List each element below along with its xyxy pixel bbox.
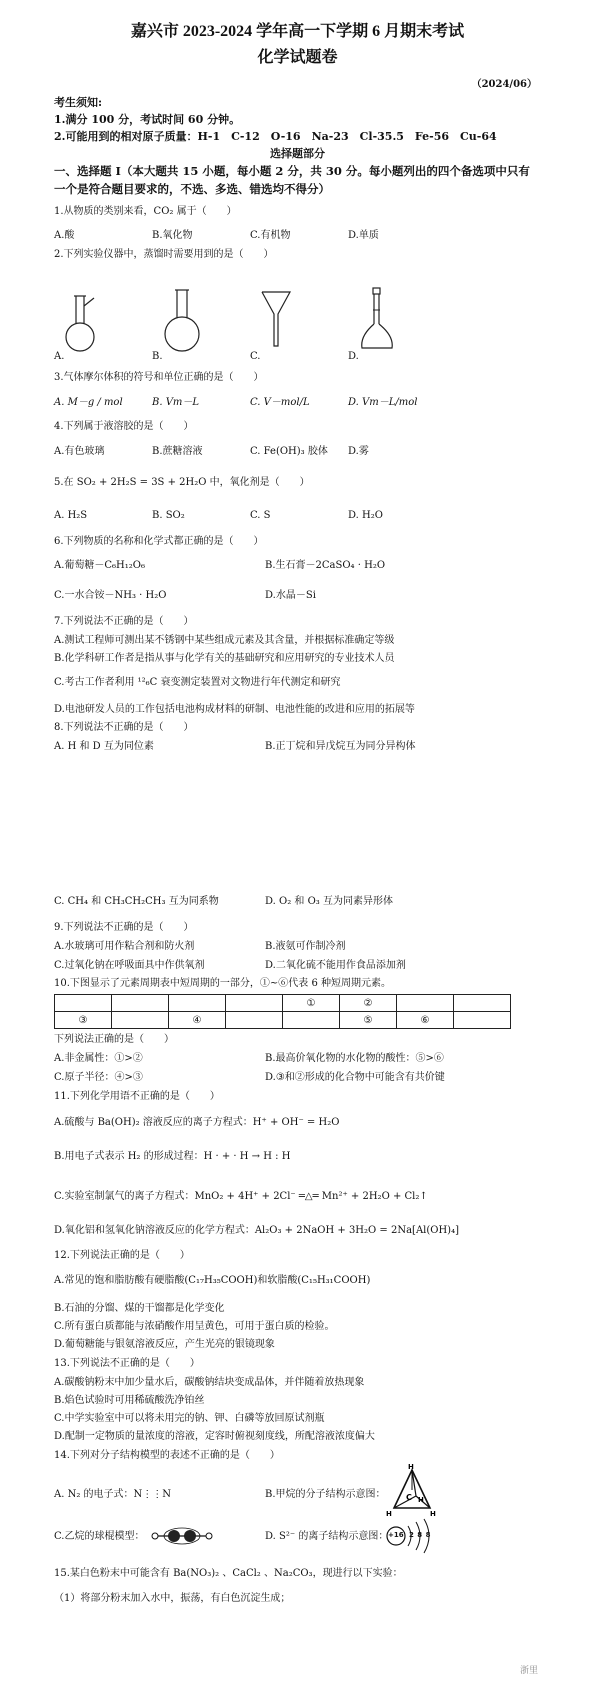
q3-option-b: B. Vm－L — [152, 397, 200, 408]
q4-option-d: D.雾 — [348, 446, 369, 457]
exam-title: 嘉兴市 2023-2024 学年高一下学期 6 月期末考试 — [130, 23, 465, 40]
q3-option-a: A. M－g / mol — [54, 397, 123, 408]
q8-option-d: D. O₂ 和 O₃ 互为同素异形体 — [265, 896, 393, 907]
q10-option-a: A.非金属性：①>② — [54, 1053, 143, 1064]
svg-text:H: H — [418, 1496, 424, 1504]
exam-subtitle: 化学试题卷 — [257, 49, 338, 66]
notice-line-1: 1.满分 100 分，考试时间 60 分钟。 — [54, 113, 241, 126]
svg-text:H: H — [408, 1463, 414, 1471]
q4-option-b: B.蔗糖溶液 — [152, 446, 203, 457]
q6-option-a: A.葡萄糖－C₆H₁₂O₆ — [54, 560, 146, 571]
exam-date: （2024/06） — [471, 79, 537, 90]
q3-option-c: C. V－mol/L — [250, 397, 310, 408]
table-cell — [226, 1012, 283, 1029]
q2-option-c: C. — [250, 351, 261, 362]
q8-stem: 8.下列说法不正确的是（ ） — [54, 722, 194, 733]
table-cell — [454, 1012, 511, 1029]
methane-structure-icon — [384, 1462, 440, 1522]
q6-option-c: C.一水合铵－NH₃ · H₂O — [54, 590, 167, 601]
ethane-ball-stick-icon — [150, 1526, 214, 1546]
q11-option-c: C.实验室制氯气的离子方程式：MnO₂ + 4H⁺ + 2Cl⁻ ═△═ Mn²⁺ + 2H₂O + Cl₂↑ — [54, 1191, 428, 1202]
q14-option-b: B.甲烷的分子结构示意图： — [265, 1489, 386, 1500]
table-row — [55, 995, 511, 1012]
q1-option-c: C.有机物 — [250, 230, 291, 241]
notice-heading: 考生须知: — [54, 96, 103, 109]
q7-option-b: B.化学科研工作者是指从事与化学有关的基础研究和应用研究的专业技术人员 — [54, 653, 395, 664]
q10-option-d: D.③和②形成的化合物中可能含有共价键 — [265, 1072, 445, 1083]
q13-option-b: B.焰色试验时可用稀硫酸洗净铂丝 — [54, 1395, 205, 1406]
svg-text:H: H — [386, 1510, 392, 1518]
q6-stem: 6.下列物质的名称和化学式都正确的是（ ） — [54, 536, 264, 547]
q12-option-c: C.所有蛋白质都能与浓硝酸作用呈黄色，可用于蛋白质的检验。 — [54, 1321, 335, 1332]
q14-option-a: A. N₂ 的电子式：N⋮⋮N — [54, 1489, 172, 1500]
q1-option-d: D.单质 — [348, 230, 379, 241]
q4-option-a: A.有色玻璃 — [54, 446, 105, 457]
q12-option-b: B.石油的分馏、煤的干馏都是化学变化 — [54, 1303, 225, 1314]
table-cell: ⑤ — [340, 1012, 397, 1029]
q14-stem: 14.下列对分子结构模型的表述不正确的是（ ） — [54, 1450, 280, 1461]
sulfide-shell-electrons: 2 8 8 — [409, 1531, 431, 1539]
q7-option-d: D.电池研发人员的工作包括电池构成材料的研制、电池性能的改进和应用的拓展等 — [54, 704, 415, 715]
table-cell — [112, 1012, 169, 1029]
q11-option-b: B.用电子式表示 H₂ 的形成过程：H · + · H → H : H — [54, 1151, 291, 1162]
volumetric-flask-icon — [356, 266, 406, 358]
notice-line-2: 2.可能用到的相对原子质量：H-1 C-12 O-16 Na-23 Cl-35.5 Fe-56 Cu-64 — [54, 130, 497, 143]
distillation-flask-icon — [60, 266, 100, 358]
q5-option-a: A. H₂S — [54, 510, 88, 521]
q15-step-1: （1）将部分粉末加入水中，振荡，有白色沉淀生成； — [54, 1593, 291, 1604]
q8-option-a: A. H 和 D 互为同位素 — [54, 741, 154, 752]
table-cell — [397, 995, 454, 1012]
q2-stem: 2.下列实验仪器中，蒸馏时需要用到的是（ ） — [54, 249, 274, 260]
table-cell — [283, 1012, 340, 1029]
q13-option-d: D.配制一定物质的量浓度的溶液，定容时俯视刻度线，所配溶液浓度偏大 — [54, 1431, 375, 1442]
q5-stem: 5.在 SO₂ + 2H₂S = 3S + 2H₂O 中，氧化剂是（ ） — [54, 477, 310, 488]
q6-option-d: D.水晶－Si — [265, 590, 316, 601]
q10-option-c: C.原子半径：④>③ — [54, 1072, 143, 1083]
table-row — [55, 1012, 511, 1029]
q9-option-b: B.液氨可作制冷剂 — [265, 941, 346, 952]
svg-text:H: H — [430, 1510, 436, 1518]
q7-stem: 7.下列说法不正确的是（ ） — [54, 616, 194, 627]
q14-option-c: C.乙烷的球棍模型： — [54, 1531, 145, 1542]
table-cell — [226, 995, 283, 1012]
q2-option-b: B. — [152, 351, 163, 362]
q4-option-c: C. Fe(OH)₃ 胶体 — [250, 446, 328, 457]
q2-option-a: A. — [54, 351, 65, 362]
section-name: 选择题部分 — [270, 147, 325, 160]
q5-option-d: D. H₂O — [348, 510, 383, 521]
q12-stem: 12.下列说法正确的是（ ） — [54, 1250, 190, 1261]
q11-option-d: D.氧化铝和氢氧化钠溶液反应的化学方程式：Al₂O₃ + 2NaOH + 3H₂O = 2Na[Al(OH)₄] — [54, 1225, 459, 1236]
table-cell: ① — [283, 995, 340, 1012]
section-heading-line-1: 一、选择题 I（本大题共 15 小题，每小题 2 分，共 30 分。每小题列出的四个备选项中只有 — [54, 164, 530, 178]
table-cell: ③ — [55, 1012, 112, 1029]
q9-option-c: C.过氧化钠在呼吸面具中作供氧剂 — [54, 960, 205, 971]
q2-option-d: D. — [348, 351, 359, 362]
q10-stem: 10.下图显示了元素周期表中短周期的一部分，①~⑥代表 6 种短周期元素。 — [54, 978, 392, 989]
q10-option-b: B.最高价氧化物的水化物的酸性：⑤>⑥ — [265, 1053, 444, 1064]
q10-substem: 下列说法正确的是（ ） — [54, 1034, 174, 1045]
q8-option-c: C. CH₄ 和 CH₃CH₂CH₃ 互为同系物 — [54, 896, 219, 907]
q9-option-a: A.水玻璃可用作粘合剂和防火剂 — [54, 941, 195, 952]
q5-option-c: C. S — [250, 510, 271, 521]
q15-stem: 15.某白色粉末中可能含有 Ba(NO₃)₂ 、CaCl₂ 、Na₂CO₃，现进行以下实验： — [54, 1568, 403, 1579]
watermark: 浙里 — [520, 1666, 539, 1676]
round-bottom-flask-icon — [160, 262, 204, 356]
q12-option-d: D.葡萄糖能与银氨溶液反应，产生光亮的银镜现象 — [54, 1339, 275, 1350]
table-cell — [112, 995, 169, 1012]
svg-text:C: C — [406, 1493, 412, 1502]
q3-stem: 3.气体摩尔体积的符号和单位正确的是（ ） — [54, 372, 264, 383]
sulfide-nucleus-label: +16 — [388, 1531, 404, 1539]
periodic-table-fragment — [54, 994, 511, 1029]
funnel-icon — [258, 270, 294, 354]
q7-option-c: C.考古工作者利用 ¹²₆C 衰变测定装置对文物进行年代测定和研究 — [54, 677, 341, 688]
q14-option-d: D. S²⁻ 的离子结构示意图： — [265, 1531, 389, 1542]
q9-stem: 9.下列说法不正确的是（ ） — [54, 922, 194, 933]
q13-stem: 13.下列说法不正确的是（ ） — [54, 1358, 200, 1369]
q6-option-b: B.生石膏－2CaSO₄ · H₂O — [265, 560, 386, 571]
q11-stem: 11.下列化学用语不正确的是（ ） — [54, 1091, 220, 1102]
table-cell: ⑥ — [397, 1012, 454, 1029]
table-cell — [55, 995, 112, 1012]
table-cell — [454, 995, 511, 1012]
q1-option-b: B.氧化物 — [152, 230, 193, 241]
q9-option-d: D.二氧化硫不能用作食品添加剂 — [265, 960, 406, 971]
q3-option-d: D. Vm－L/mol — [348, 397, 418, 408]
table-cell — [169, 995, 226, 1012]
table-cell: ④ — [169, 1012, 226, 1029]
q13-option-c: C.中学实验室中可以将未用完的钠、钾、白磷等放回原试剂瓶 — [54, 1413, 325, 1424]
q4-stem: 4.下列属于液溶胶的是（ ） — [54, 421, 194, 432]
table-cell: ② — [340, 995, 397, 1012]
q12-option-a: A.常见的饱和脂肪酸有硬脂酸(C₁₇H₃₅COOH)和软脂酸(C₁₅H₃₁COOH) — [54, 1275, 371, 1286]
q1-option-a: A.酸 — [54, 230, 75, 241]
q1-stem: 1.从物质的类别来看，CO₂ 属于（ ） — [54, 206, 237, 217]
q7-option-a: A.测试工程师可测出某不锈钢中某些组成元素及其含量，并根据标准确定等级 — [54, 635, 395, 646]
q5-option-b: B. SO₂ — [152, 510, 185, 521]
q8-option-b: B.正丁烷和异戊烷互为同分异构体 — [265, 741, 416, 752]
q11-option-a: A.硫酸与 Ba(OH)₂ 溶液反应的离子方程式：H⁺ + OH⁻ = H₂O — [54, 1117, 340, 1128]
q13-option-a: A.碳酸钠粉末中加少量水后，碳酸钠结块变成晶体，并伴随着放热现象 — [54, 1377, 365, 1388]
section-heading-line-2: 一个是符合题目要求的，不选、多选、错选均不得分） — [54, 182, 330, 196]
